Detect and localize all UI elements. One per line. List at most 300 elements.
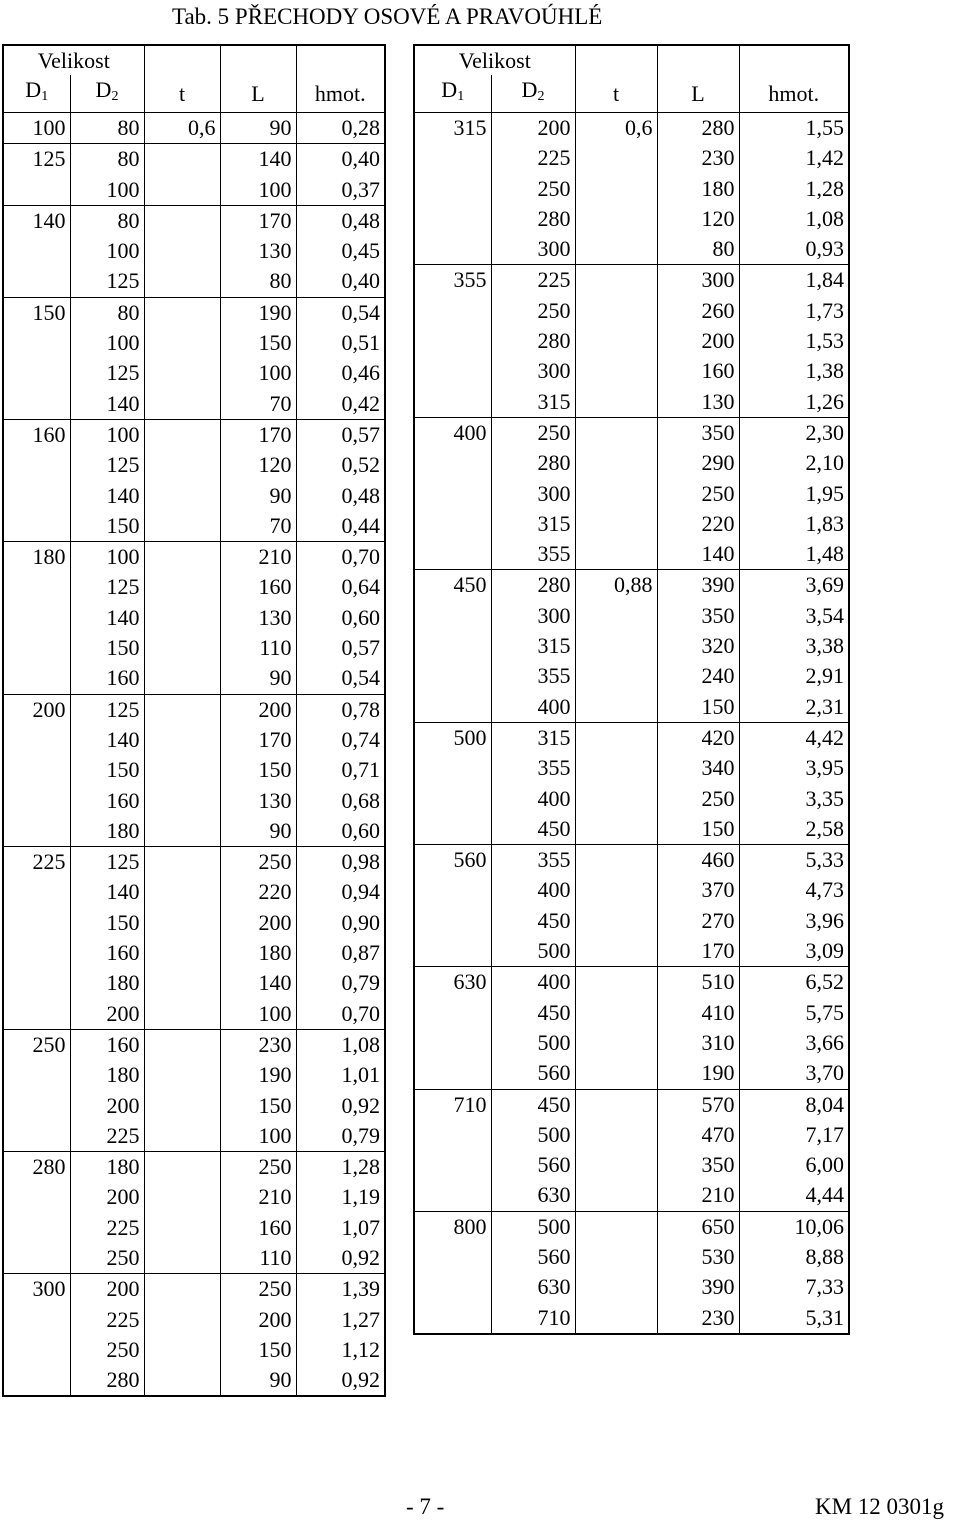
l-cell: 210 [220, 542, 296, 573]
d1-cell [414, 1058, 491, 1089]
d1-cell [3, 1121, 70, 1152]
mass-cell: 8,88 [739, 1242, 849, 1272]
table-row [414, 265, 849, 296]
header-row-columns [3, 75, 385, 113]
l-cell: 200 [220, 908, 296, 938]
d1-cell [414, 1272, 491, 1302]
table-row [414, 998, 849, 1028]
d1-cell: 160 [3, 419, 70, 450]
d1-cell [3, 511, 70, 542]
table-row [414, 234, 849, 265]
table-row [414, 814, 849, 845]
d1-cell [3, 877, 70, 907]
l-cell: 140 [220, 144, 296, 175]
l-cell: 70 [220, 511, 296, 542]
t-cell [144, 1091, 220, 1121]
table-row [3, 1274, 385, 1305]
d2-cell: 300 [491, 356, 575, 386]
l-cell: 150 [657, 814, 739, 845]
mass-cell: 0,94 [296, 877, 385, 907]
table-row [3, 358, 385, 388]
table-row [414, 875, 849, 905]
table-row [3, 663, 385, 694]
l-cell: 220 [657, 509, 739, 539]
d2-cell: 450 [491, 1089, 575, 1120]
d2-cell: 140 [70, 481, 144, 511]
d1-cell [414, 692, 491, 723]
l-cell: 340 [657, 753, 739, 783]
t-cell [144, 725, 220, 755]
d1-cell: 800 [414, 1211, 491, 1242]
mass-cell: 5,31 [739, 1303, 849, 1334]
d2-cell: 560 [491, 1242, 575, 1272]
l-cell: 170 [657, 936, 739, 967]
d2-cell: 315 [491, 631, 575, 661]
l-cell: 190 [220, 1060, 296, 1090]
mass-cell: 0,52 [296, 450, 385, 480]
d2-cell: 140 [70, 603, 144, 633]
d1-cell [3, 328, 70, 358]
t-cell [144, 1274, 220, 1305]
d1-cell [3, 389, 70, 420]
d1-cell [3, 725, 70, 755]
d2-cell: 450 [491, 814, 575, 845]
t-cell [144, 1182, 220, 1212]
d1-cell [3, 1365, 70, 1396]
mass-header: hmot. [739, 75, 849, 113]
l-cell: 130 [220, 603, 296, 633]
d2-cell: 100 [70, 419, 144, 450]
d1-cell [414, 448, 491, 478]
d1-cell: 710 [414, 1089, 491, 1120]
d2-cell: 225 [491, 265, 575, 296]
d2-cell: 315 [491, 722, 575, 753]
l-cell: 350 [657, 1150, 739, 1180]
d1-cell [414, 814, 491, 845]
left-table [2, 44, 386, 1397]
t-cell [144, 1213, 220, 1243]
t-cell [144, 1243, 220, 1274]
l-cell: 510 [657, 967, 739, 998]
mass-cell: 3,96 [739, 906, 849, 936]
d1-cell: 180 [3, 542, 70, 573]
d1-cell: 630 [414, 967, 491, 998]
d2-cell: 250 [491, 174, 575, 204]
l-cell: 150 [220, 1335, 296, 1365]
t-cell [144, 389, 220, 420]
mass-cell: 1,38 [739, 356, 849, 386]
table-row [3, 999, 385, 1030]
d2-cell: 150 [70, 633, 144, 663]
t-cell [144, 968, 220, 998]
table-row [414, 296, 849, 326]
table-row [3, 1152, 385, 1183]
t-cell [144, 175, 220, 206]
d2-cell: 80 [70, 113, 144, 144]
l-cell: 90 [220, 663, 296, 694]
mass-cell: 5,75 [739, 998, 849, 1028]
t-cell [575, 143, 657, 173]
t-cell [575, 906, 657, 936]
d1-cell: 500 [414, 722, 491, 753]
mass-cell: 0,98 [296, 847, 385, 878]
mass-cell: 4,42 [739, 722, 849, 753]
t-cell [144, 1121, 220, 1152]
table-row [3, 1335, 385, 1365]
mass-cell: 0,74 [296, 725, 385, 755]
t-cell [575, 692, 657, 723]
d1-cell: 280 [3, 1152, 70, 1183]
t-cell [575, 784, 657, 814]
l-cell: 250 [657, 784, 739, 814]
mass-cell: 1,48 [739, 539, 849, 570]
d2-cell: 125 [70, 694, 144, 725]
d2-cell: 280 [491, 448, 575, 478]
l-cell: 120 [220, 450, 296, 480]
t-cell [144, 1305, 220, 1335]
d2-cell: 200 [70, 1182, 144, 1212]
t-cell [575, 356, 657, 386]
d1-cell [414, 1120, 491, 1150]
mass-cell: 1,28 [296, 1152, 385, 1183]
d1-cell: 250 [3, 1029, 70, 1060]
table-row [3, 419, 385, 450]
d2-cell: 160 [70, 938, 144, 968]
mass-cell: 3,95 [739, 753, 849, 783]
d2-cell: 355 [491, 539, 575, 570]
t-cell [575, 722, 657, 753]
t-cell [575, 631, 657, 661]
mass-cell: 1,55 [739, 113, 849, 144]
mass-cell: 0,92 [296, 1365, 385, 1396]
l-cell: 350 [657, 417, 739, 448]
d2-cell: 560 [491, 1058, 575, 1089]
d1-cell: 315 [414, 113, 491, 144]
table-row [414, 1089, 849, 1120]
mass-cell: 0,40 [296, 144, 385, 175]
t-cell [144, 694, 220, 725]
d2-cell: 125 [70, 358, 144, 388]
d2-cell: 500 [491, 1120, 575, 1150]
table-row [3, 542, 385, 573]
l-cell: 530 [657, 1242, 739, 1272]
table-row [414, 692, 849, 723]
t-cell [575, 1180, 657, 1211]
mass-cell: 0,54 [296, 297, 385, 328]
table-row [3, 1121, 385, 1152]
l-cell: 100 [220, 999, 296, 1030]
l-cell: 390 [657, 570, 739, 601]
d1-cell [414, 387, 491, 418]
d2-cell: 500 [491, 936, 575, 967]
mass-cell: 4,73 [739, 875, 849, 905]
t-cell [144, 144, 220, 175]
table-row [414, 936, 849, 967]
mass-cell: 0,93 [739, 234, 849, 265]
t-cell [575, 1089, 657, 1120]
mass-cell: 1,39 [296, 1274, 385, 1305]
mass-cell: 0,79 [296, 1121, 385, 1152]
t-cell [575, 296, 657, 326]
t-cell [144, 358, 220, 388]
d2-cell: 280 [70, 1365, 144, 1396]
l-cell: 160 [657, 356, 739, 386]
d1-cell [414, 479, 491, 509]
l-cell: 250 [220, 1274, 296, 1305]
d1-header: $D_1$ [3, 75, 70, 113]
mass-cell: 7,17 [739, 1120, 849, 1150]
t-cell [575, 234, 657, 265]
table-row [3, 603, 385, 633]
table-row [414, 1242, 849, 1272]
table-row [3, 816, 385, 847]
t-cell [144, 450, 220, 480]
table-row [414, 845, 849, 876]
table-row [414, 417, 849, 448]
d1-cell [3, 481, 70, 511]
table-row [3, 847, 385, 878]
mass-cell: 0,60 [296, 816, 385, 847]
l-cell: 410 [657, 998, 739, 1028]
t-cell [144, 419, 220, 450]
table-row [3, 1213, 385, 1243]
mass-cell: 1,08 [296, 1029, 385, 1060]
l-cell: 140 [657, 539, 739, 570]
d1-cell [414, 1180, 491, 1211]
table-row [414, 1211, 849, 1242]
d1-cell [414, 753, 491, 783]
l-cell: 230 [657, 1303, 739, 1334]
document-code: KM 12 0301g [815, 1494, 945, 1519]
table-row [3, 1091, 385, 1121]
l-cell: 320 [657, 631, 739, 661]
d1-cell [414, 143, 491, 173]
t-cell [144, 847, 220, 878]
l-cell: 200 [657, 326, 739, 356]
table-row [414, 1028, 849, 1058]
mass-cell: 2,58 [739, 814, 849, 845]
table-row [414, 1058, 849, 1089]
d2-cell: 160 [70, 1029, 144, 1060]
l-cell: 570 [657, 1089, 739, 1120]
t-cell [575, 1303, 657, 1334]
d1-cell [414, 936, 491, 967]
d1-cell [3, 572, 70, 602]
d1-cell [414, 661, 491, 691]
d2-cell: 355 [491, 753, 575, 783]
d2-cell: 315 [491, 387, 575, 418]
t-cell [144, 999, 220, 1030]
d2-cell: 125 [70, 450, 144, 480]
t-cell [575, 936, 657, 967]
l-cell: 390 [657, 1272, 739, 1302]
mass-cell: 1,12 [296, 1335, 385, 1365]
l-cell: 170 [220, 205, 296, 236]
t-header: t [144, 75, 220, 113]
d1-cell [3, 633, 70, 663]
table-row [414, 448, 849, 478]
l-cell: 650 [657, 1211, 739, 1242]
mass-cell: 1,53 [739, 326, 849, 356]
table-row [3, 755, 385, 785]
d1-cell [3, 358, 70, 388]
mass-cell: 0,42 [296, 389, 385, 420]
d1-cell [3, 908, 70, 938]
d2-cell: 560 [491, 1150, 575, 1180]
t-cell [144, 1152, 220, 1183]
d2-cell: 250 [491, 296, 575, 326]
mass-cell: 0,37 [296, 175, 385, 206]
d2-header: $D_2$ [70, 75, 144, 113]
t-cell [575, 265, 657, 296]
mass-header: hmot. [296, 75, 385, 113]
l-cell: 420 [657, 722, 739, 753]
d2-cell: 400 [491, 692, 575, 723]
d1-cell [414, 326, 491, 356]
l-cell: 280 [657, 113, 739, 144]
d2-cell: 280 [491, 570, 575, 601]
table-row [3, 328, 385, 358]
t-cell [144, 511, 220, 542]
d1-cell [3, 1060, 70, 1090]
table-row [3, 725, 385, 755]
mass-cell: 3,54 [739, 601, 849, 631]
t-cell [144, 236, 220, 266]
l-cell: 190 [657, 1058, 739, 1089]
table-row [414, 113, 849, 144]
d2-cell: 180 [70, 1060, 144, 1090]
l-cell: 110 [220, 1243, 296, 1274]
d2-cell: 150 [70, 511, 144, 542]
right-table [413, 44, 850, 1335]
mass-cell: 0,57 [296, 419, 385, 450]
table-row [3, 481, 385, 511]
mass-cell: 2,91 [739, 661, 849, 691]
table-row [3, 205, 385, 236]
d1-cell [3, 1091, 70, 1121]
t-cell [575, 1120, 657, 1150]
l-cell: 150 [220, 755, 296, 785]
mass-cell: 0,70 [296, 542, 385, 573]
l-header: L [657, 75, 739, 113]
d2-cell: 225 [491, 143, 575, 173]
d2-cell: 500 [491, 1211, 575, 1242]
table-row [414, 784, 849, 814]
d2-header: $D_2$ [491, 75, 575, 113]
l-header: L [220, 75, 296, 113]
l-cell: 180 [220, 938, 296, 968]
d2-cell: 80 [70, 297, 144, 328]
table-row [3, 511, 385, 542]
d1-cell [3, 1305, 70, 1335]
l-cell: 90 [220, 481, 296, 511]
d1-cell [3, 450, 70, 480]
d1-cell [414, 998, 491, 1028]
mass-cell: 2,30 [739, 417, 849, 448]
t-cell: 0,6 [144, 113, 220, 144]
mass-cell: 0,48 [296, 205, 385, 236]
table-row [414, 387, 849, 418]
t-cell [144, 328, 220, 358]
d1-cell [3, 603, 70, 633]
d1-cell [414, 1150, 491, 1180]
mass-cell: 0,46 [296, 358, 385, 388]
l-cell: 130 [220, 236, 296, 266]
mass-cell: 1,07 [296, 1213, 385, 1243]
d2-cell: 100 [70, 542, 144, 573]
d2-cell: 100 [70, 175, 144, 206]
d2-cell: 710 [491, 1303, 575, 1334]
t-cell [575, 326, 657, 356]
l-cell: 240 [657, 661, 739, 691]
l-cell: 210 [657, 1180, 739, 1211]
table-row [414, 753, 849, 783]
t-cell [575, 661, 657, 691]
d2-cell: 225 [70, 1305, 144, 1335]
table-row [414, 143, 849, 173]
t-cell [575, 539, 657, 570]
t-cell [144, 205, 220, 236]
d2-cell: 450 [491, 998, 575, 1028]
d1-cell: 560 [414, 845, 491, 876]
mass-cell: 0,57 [296, 633, 385, 663]
table-row [414, 1120, 849, 1150]
table-row [3, 175, 385, 206]
table-row [3, 938, 385, 968]
d2-cell: 630 [491, 1272, 575, 1302]
table-row [3, 572, 385, 602]
mass-cell: 0,40 [296, 266, 385, 297]
l-cell: 170 [220, 419, 296, 450]
d1-cell: 300 [3, 1274, 70, 1305]
mass-cell: 1,95 [739, 479, 849, 509]
table-row [3, 297, 385, 328]
d1-cell: 400 [414, 417, 491, 448]
table-row [414, 722, 849, 753]
header-blank [657, 45, 739, 75]
mass-cell: 3,69 [739, 570, 849, 601]
d1-cell [3, 999, 70, 1030]
table-row [414, 906, 849, 936]
table-row [3, 1182, 385, 1212]
l-cell: 120 [657, 204, 739, 234]
t-cell [144, 297, 220, 328]
d1-cell [414, 509, 491, 539]
mass-cell: 3,66 [739, 1028, 849, 1058]
mass-cell: 6,00 [739, 1150, 849, 1180]
table-row [414, 174, 849, 204]
mass-cell: 7,33 [739, 1272, 849, 1302]
t-cell [144, 877, 220, 907]
l-cell: 160 [220, 1213, 296, 1243]
mass-cell: 0,44 [296, 511, 385, 542]
d1-cell [414, 1303, 491, 1334]
d1-cell: 100 [3, 113, 70, 144]
table-row [3, 908, 385, 938]
d1-cell [414, 1242, 491, 1272]
d1-cell [3, 1213, 70, 1243]
l-cell: 200 [220, 1305, 296, 1335]
mass-cell: 1,73 [739, 296, 849, 326]
l-cell: 260 [657, 296, 739, 326]
d2-cell: 140 [70, 725, 144, 755]
d1-cell [3, 663, 70, 694]
d1-header: $D_1$ [414, 75, 491, 113]
mass-cell: 0,64 [296, 572, 385, 602]
t-cell [575, 1058, 657, 1089]
t-cell [144, 938, 220, 968]
table-row [414, 967, 849, 998]
